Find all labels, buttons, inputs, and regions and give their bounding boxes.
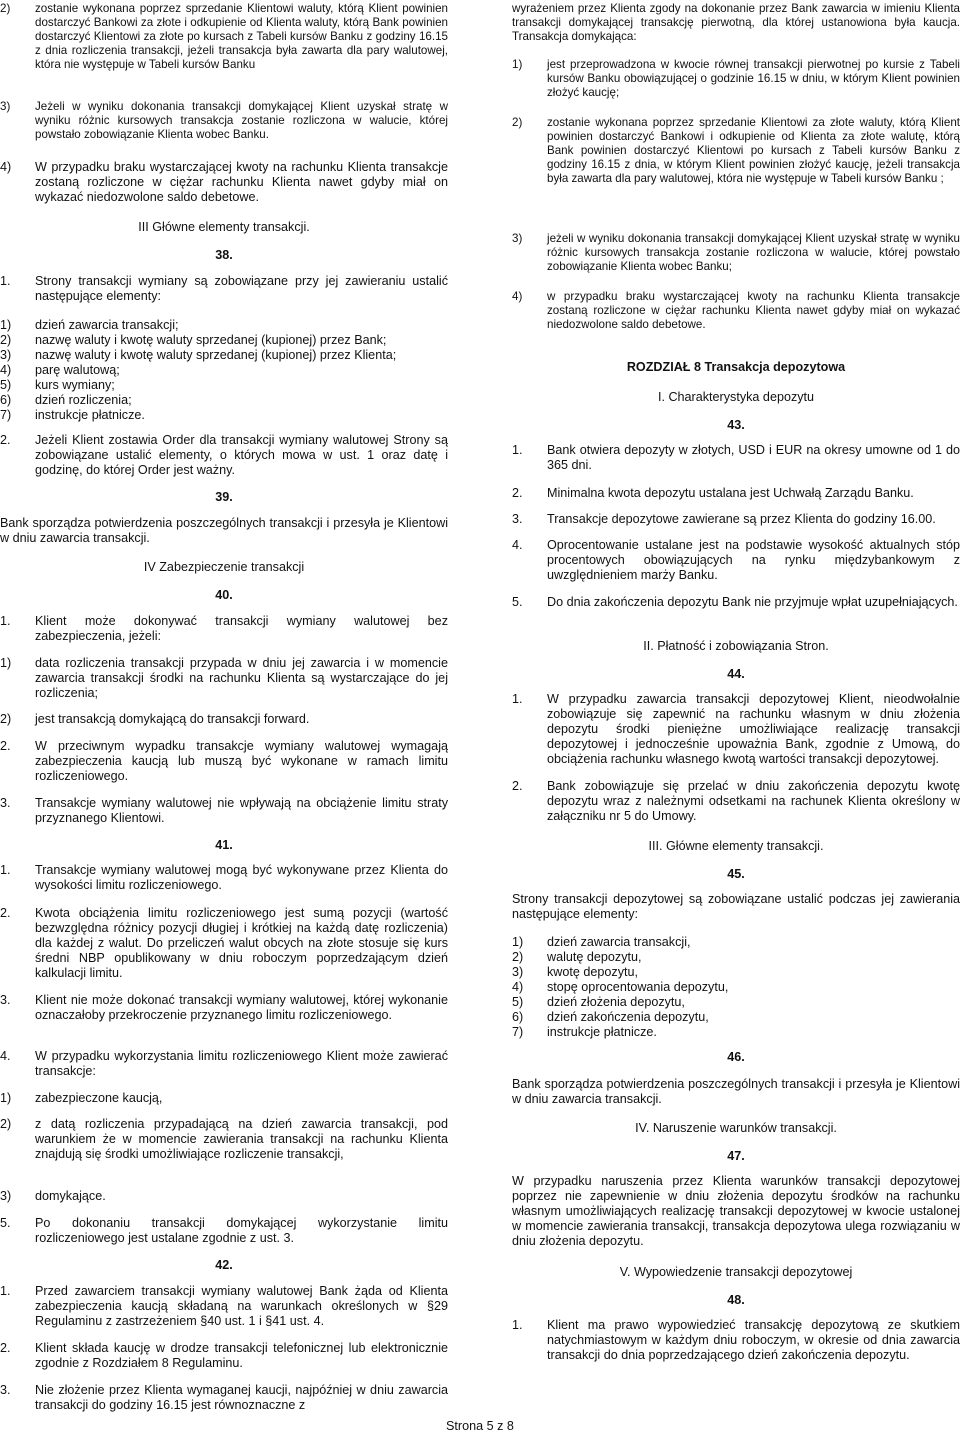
item-number: 5) [512,995,524,1009]
item-text: 48. [727,1293,745,1307]
paragraph [0,1117,448,1162]
item-number: 1. [0,1284,11,1298]
paragraph [0,1383,448,1413]
paragraph [0,712,448,727]
item-number: 5. [0,1216,11,1230]
item-number: 1) [512,935,524,949]
paragraph [0,1341,448,1371]
paragraph [512,116,960,186]
item-text: jest przeprowadzona w kwocie równej transakcji pierwotnej po kursie z Tabeli kursów Banku obowiązującej o godzinie 16.15 w dniu, w którym Klient powinien złożyć kaucję; [547,58,960,99]
paragraph [512,512,960,527]
paragraph [512,935,960,950]
item-text: dzień zawarcia transakcji; [35,318,179,332]
item-number: 5. [512,595,523,609]
paragraph [512,965,960,980]
item-text: walutę depozytu, [547,950,642,964]
section-heading [512,360,960,375]
item-number: 2. [512,779,523,793]
section-heading [512,1050,960,1065]
paragraph [0,1189,448,1204]
item-text: Nie złożenie przez Klienta wymaganej kaucji, najpóźniej w dniu zawarcia transakcji do godziny 16.15 jest równoznaczne z [35,1383,448,1412]
item-text: Przed zawarciem transakcji wymiany walutowej Bank żąda od Klienta zabezpieczenia kaucją składaną na warunkach określonych w §29 Regulaminu z zastrzeżeniem §40 ust. 1 i §41 ust. 4. [35,1284,448,1328]
section-heading [512,667,960,682]
paragraph [512,538,960,583]
paragraph [512,980,960,995]
item-text: dzień złożenia depozytu, [547,995,685,1009]
item-text: Bank sporządza potwierdzenia poszczególnych transakcji i przesyła je Klientowi w dniu zawarcia transakcji. [0,516,448,545]
paragraph [0,274,448,304]
paragraph [0,863,448,893]
item-text: W przypadku zawarcia transakcji depozytowej Klient, nieodwołalnie zobowiązuje się zapewnić na rachunku własnym w dniu złożenia depozytu środki pieniężne umożliwiające realizację transakcji depozytowej i jednocześnie upoważnia Bank, zgodnie z Umową, do obciążenia rachunku własnego kwotą wartości transakcji depozytowej. [547,692,960,766]
paragraph [512,950,960,965]
item-text: kwotę depozytu, [547,965,639,979]
item-number: 2. [0,739,11,753]
item-text: W przypadku wykorzystania limitu rozliczeniowego Klient może zawierać transakcje: [35,1049,448,1078]
item-text: 44. [727,667,745,681]
item-text: Klient składa kaucję w drodze transakcji telefonicznej lub elektronicznie zgodnie z Rozdziałem 8 Regulaminu. [35,1341,448,1370]
item-number: 1. [0,274,11,288]
item-text: w przypadku braku wystarczającej kwoty na rachunku Klienta transakcje zostaną rozliczone w ciężar rachunku Klienta nawet gdyby miał on wykazać niedozwolone saldo debetowe. [547,290,960,331]
item-number: 3. [0,993,11,1007]
item-text: III Główne elementy transakcji. [138,220,310,234]
item-text: wyrażeniem przez Klienta zgody na dokonanie przez Bank zawarcia w imieniu Klienta transakcji domykającej transakcję pierwotną, dla której ustanowiona była kaucja. Transakcja domykająca: [512,2,960,43]
item-number: 1. [512,692,523,706]
section-heading [0,588,448,603]
section-heading [0,490,448,505]
item-text: parę walutową; [35,363,120,377]
item-text: 39. [215,490,233,504]
section-heading [512,1121,960,1136]
page-footer: Strona 5 z 8 [446,1419,514,1433]
paragraph [512,58,960,100]
item-text: I. Charakterystyka depozytu [657,390,815,404]
item-number: 2) [0,2,11,15]
item-text: W przypadku braku wystarczającej kwoty na rachunku Klienta transakcje zostaną rozliczone w ciężar rachunku Klienta nawet gdyby miał on wykazać niedozwolone saldo debetowe. [35,160,448,204]
item-number: 1) [0,1091,12,1105]
item-number: 1. [512,443,523,457]
section-heading [512,867,960,882]
item-number: 1) [0,656,12,670]
item-text: Oprocentowanie ustalane jest na podstawie wysokość aktualnych stóp procentowych obowiązujących na rynku międzybankowym z uwzględnieniem marży Banku. [547,538,960,582]
item-number: 1) [0,318,12,332]
item-number: 2. [0,433,11,447]
item-text: 42. [215,1258,233,1272]
paragraph [512,1318,960,1363]
item-text: Do dnia zakończenia depozytu Bank nie przyjmuje wpłat uzupełniających. [547,595,958,609]
item-text: Klient ma prawo wypowiedzieć transakcję depozytową ze skutkiem natychmiastowym w każdym dniu roboczym, w okresie od dnia zawarcia transakcji do dnia poprzedzającego dzień zakończenia depozytu. [547,1318,960,1362]
item-text: data rozliczenia transakcji przypada w dniu jej zawarcia i w momencie zawarcia transakcji środki na rachunku Klienta są wystarczające do jej rozliczenia; [35,656,448,700]
paragraph [0,408,448,423]
paragraph [0,348,448,363]
item-number: 4. [512,538,523,552]
item-number: 4. [0,1049,11,1063]
paragraph [0,906,448,981]
item-number: 2) [0,1117,12,1131]
item-text: IV Zabezpieczenie transakcji [143,560,305,574]
item-text: 38. [215,248,233,262]
section-heading [512,1293,960,1308]
item-text: stopę oprocentowania depozytu, [547,980,729,994]
paragraph [512,486,960,501]
paragraph [512,1025,960,1040]
item-text: instrukcje płatnicze. [547,1025,657,1039]
item-number: 4) [0,160,12,174]
item-number: 2) [512,116,523,129]
item-number: 7) [0,408,12,422]
paragraph [0,100,448,142]
section-heading [0,838,448,853]
item-text: instrukcje płatnicze. [35,408,145,422]
paragraph [0,363,448,378]
item-text: Strony transakcji depozytowej są zobowiązane ustalić podczas jej zawierania następujące elementy: [512,892,960,921]
item-text: II. Płatność i zobowiązania Stron. [643,639,829,653]
item-text: Jeżeli w wyniku dokonania transakcji domykającej Klient uzyskał stratę w wyniku różnic kursowych transakcja zostanie rozliczona w walucie, której powstało zobowiązanie Klienta wobec Banku. [35,100,448,141]
item-text: zostanie wykonana poprzez sprzedanie Klientowi za złote waluty, którą Klient powinien dostarczyć Bankowi i odkupienie od Klienta za złote walutę, którą Bank powinien dostarczyć Klientowi po kursach z Tabeli kursów Banku z godziny 16.15 z dnia, w którym Klient powinien złożyć kaucję, jeżeli transakcja była zawarta dla pary walutowej, która nie występuje w Tabeli kursów Banku ; [547,116,960,185]
section-heading [0,1258,448,1273]
section-heading [512,1265,960,1280]
item-text: 45. [727,867,745,881]
item-text: kurs wymiany; [35,378,115,392]
paragraph [0,2,448,72]
item-number: 7) [512,1025,524,1039]
item-text: 43. [727,418,745,432]
item-text: domykające. [35,1189,106,1203]
paragraph [512,779,960,824]
item-text: Jeżeli Klient zostawia Order dla transakcji wymiany walutowej Strony są zobowiązane ustalić elementy, o których mowa w ust. 1 oraz datę i godzinę, do której Order jest ważny. [35,433,448,477]
paragraph [0,393,448,408]
item-number: 6) [0,393,12,407]
item-text: Strony transakcji wymiany są zobowiązane przy jej zawieraniu ustalić następujące elementy: [35,274,448,303]
item-number: 1. [512,1318,523,1332]
item-number: 3) [0,1189,12,1203]
item-number: 2) [0,333,12,347]
item-number: 6) [512,1010,524,1024]
paragraph [512,290,960,332]
item-text: jeżeli w wyniku dokonania transakcji domykającej Klient uzyskał stratę w wyniku różnic kursowych transakcja zostanie rozliczona w walucie, której powstało zobowiązanie Klienta wobec Banku; [547,232,960,273]
paragraph [0,333,448,348]
item-text: 41. [215,838,233,852]
item-text: III. Główne elementy transakcji. [648,839,824,853]
item-number: 3) [512,232,523,245]
paragraph [512,1077,960,1107]
paragraph [512,443,960,473]
item-number: 2. [512,486,523,500]
paragraph [0,1216,448,1246]
item-text: Klient może dokonywać transakcji wymiany walutowej bez zabezpieczenia, jeżeli: [35,614,448,643]
paragraph [512,1010,960,1025]
item-text: Bank zobowiązuje się przelać w dniu zakończenia depozytu kwotę depozytu wraz z należnymi odsetkami na rachunek Klienta określony w załączniku nr 5 do Umowy. [547,779,960,823]
item-number: 3. [0,796,11,810]
item-number: 2) [0,712,12,726]
item-text: 46. [727,1050,745,1064]
item-text: zostanie wykonana poprzez sprzedanie Klientowi waluty, którą Klient powinien dostarczyć Bankowi za złote i odkupienie od Klienta waluty, którą Bank powinien dostarczyć Klientowi za złote po kursach z Tabeli kursów Banku z godziny 16.15 z dnia rozliczenia transakcji, jeżeli transakcja była zawarta dla pary walutowej, która nie występuje w Tabeli kursów Banku [35,2,448,71]
item-number: 3) [0,100,11,113]
item-number: 1) [512,58,523,71]
paragraph [0,1284,448,1329]
paragraph [512,692,960,767]
section-heading [512,418,960,433]
paragraph [512,2,960,44]
section-heading [0,220,448,235]
item-number: 3) [512,965,524,979]
item-number: 2. [0,1341,11,1355]
paragraph [512,892,960,922]
item-number: 2. [0,906,11,920]
item-text: jest transakcją domykającą do transakcji forward. [35,712,310,726]
item-text: z datą rozliczenia przypadającą na dzień zawarcia transakcji, pod warunkiem że w momencie zawierania transakcji na rachunku Klienta znajdują się środki umożliwiające rozliczenie transakcji, [35,1117,448,1161]
item-text: W przeciwnym wypadku transakcje wymiany walutowej wymagają zabezpieczenia kaucją lub muszą być wykonane w ramach limitu rozliczeniowego. [35,739,448,783]
item-text: V. Wypowiedzenie transakcji depozytowej [619,1265,853,1279]
section-heading [0,560,448,575]
item-number: 2) [512,950,524,964]
section-heading [512,390,960,405]
section-heading [512,1149,960,1164]
item-text: ROZDZIAŁ 8 Transakcja depozytowa [626,360,846,374]
item-text: Minimalna kwota depozytu ustalana jest Uchwałą Zarządu Banku. [547,486,914,500]
item-text: Po dokonaniu transakcji domykającej wykorzystanie limitu rozliczeniowego jest ustalane zgodnie z ust. 3. [35,1216,448,1245]
item-text: Klient nie może dokonać transakcji wymiany walutowej, której wykonanie oznaczałoby przekroczenie przyznanego limitu rozliczeniowego. [35,993,448,1022]
paragraph [0,433,448,478]
item-text: IV. Naruszenie warunków transakcji. [635,1121,837,1135]
paragraph [0,516,448,546]
item-text: Kwota obciążenia limitu rozliczeniowego jest sumą pozycji (wartość bezwzględna różnicy pozycji długiej i krótkiej na każdą datę rozliczenia) dla każdej z walut. Do przeliczeń walut obcych na złote stosuje się kurs średni NBP opublikowany w dniu roboczym poprzedzającym dzień kalkulacji limitu. [35,906,448,980]
item-text: Transakcje wymiany walutowej nie wpływają na obciążenie limitu straty przyznanego Klientowi. [35,796,448,825]
item-number: 1. [0,863,11,877]
paragraph [512,1174,960,1249]
paragraph [0,614,448,644]
paragraph [0,739,448,784]
item-text: nazwę waluty i kwotę waluty sprzedanej (kupionej) przez Klienta; [35,348,397,362]
item-text: dzień rozliczenia; [35,393,132,407]
paragraph [512,995,960,1010]
paragraph [0,656,448,701]
paragraph [0,1049,448,1079]
item-number: 3. [0,1383,11,1397]
item-text: Bank sporządza potwierdzenia poszczególnych transakcji i przesyła je Klientowi w dniu zawarcia transakcji. [512,1077,960,1106]
item-number: 1. [0,614,11,628]
paragraph [0,160,448,205]
paragraph [0,378,448,393]
item-text: Transakcje wymiany walutowej mogą być wykonywane przez Klienta do wysokości limitu rozliczeniowego. [35,863,448,892]
paragraph [0,796,448,826]
item-number: 4) [512,980,524,994]
item-number: 4) [0,363,12,377]
item-text: nazwę waluty i kwotę waluty sprzedanej (kupionej) przez Bank; [35,333,387,347]
paragraph [512,232,960,274]
item-text: Transakcje depozytowe zawierane są przez Klienta do godziny 16.00. [547,512,936,526]
section-heading [512,839,960,854]
item-text: 40. [215,588,233,602]
item-text: Bank otwiera depozyty w złotych, USD i EUR na okresy umowne od 1 do 365 dni. [547,443,960,472]
paragraph [0,318,448,333]
section-heading [0,248,448,263]
paragraph [0,1091,448,1106]
item-text: 47. [727,1149,745,1163]
item-text: W przypadku naruszenia przez Klienta warunków transakcji depozytowej poprzez nie zapewnienie w dniu złożenia depozytu środków na rachunku własnym umożliwiających realizację transakcji depozytowej w kwocie ustalonej w momencie zawierania transakcji, transakcja depozytowa ulega rozwiązaniu w dniu złożenia depozytu. [512,1174,960,1248]
item-text: dzień zakończenia depozytu, [547,1010,709,1024]
item-number: 3) [0,348,12,362]
item-number: 5) [0,378,12,392]
item-number: 3. [512,512,523,526]
section-heading [512,639,960,654]
paragraph [512,595,960,610]
item-text: zabezpieczone kaucją, [35,1091,163,1105]
item-text: dzień zawarcia transakcji, [547,935,691,949]
item-number: 4) [512,290,523,303]
paragraph [0,993,448,1023]
